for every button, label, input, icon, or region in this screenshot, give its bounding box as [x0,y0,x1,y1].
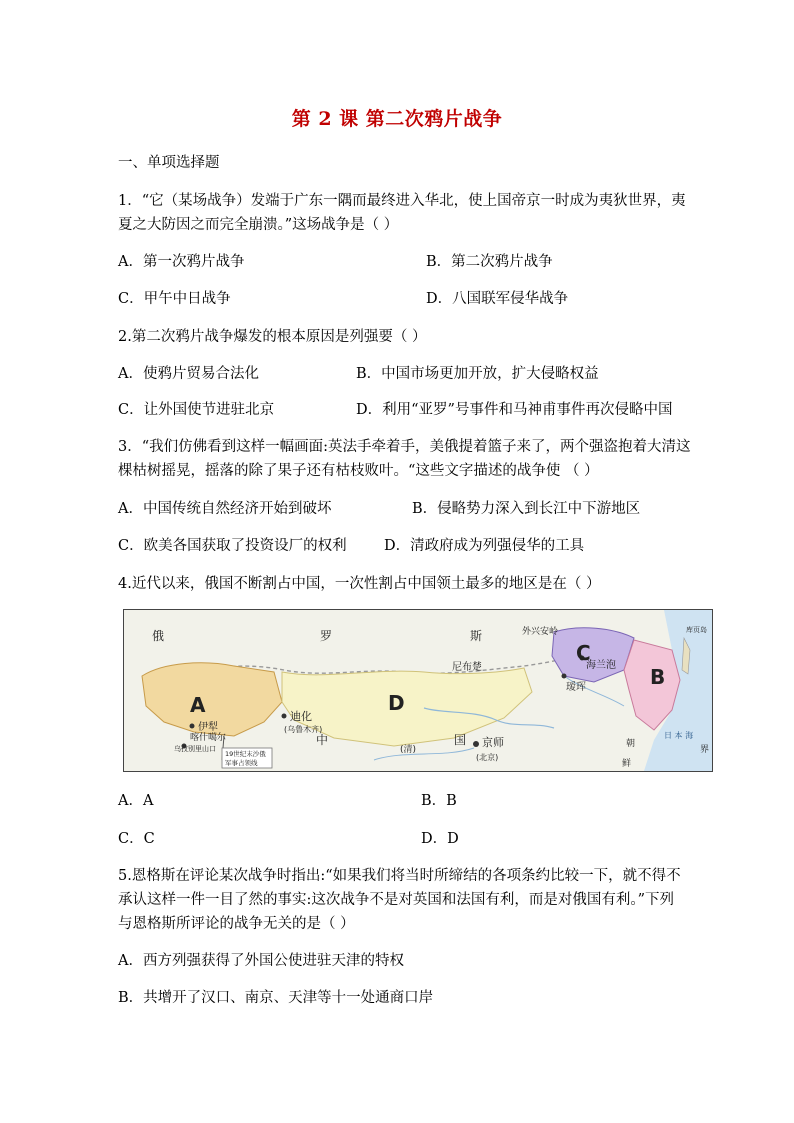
q2-option-b[interactable]: B．中国市场更加开放，扩大侵略权益 [356,366,599,382]
map-label-urumqi: (乌鲁木齐) [284,725,323,734]
q3-option-c[interactable]: C．欧美各国获取了投资设厂的权利 [118,538,347,554]
map-label-jingshi: 京师 [482,736,504,749]
map-label-jie: 界 [700,745,710,755]
q4-option-b[interactable]: B．B [421,793,457,809]
q5-text-line2: 承认这样一件一目了然的事实:这次战争不是对英国和法国有利，而是对俄国有利。”下列 [118,892,675,908]
historical-map [123,609,713,772]
map-label-russia-2: 罗 [320,629,333,643]
map-label-japan-sea: 日 本 海 [664,731,694,740]
q1-option-c[interactable]: C．甲午中日战争 [118,291,231,307]
map-label-kashgar-sub: 乌孜别里山口 [174,745,216,753]
map-label-russia-3: 斯 [470,629,483,643]
map-label-zhong: 中 [316,733,329,747]
q1-option-b[interactable]: B．第二次鸦片战争 [426,254,553,270]
q2-option-d[interactable]: D．利用“亚罗”号事件和马神甫事件再次侵略中国 [356,402,673,418]
map-label-yili: 伊犁 [198,722,218,733]
q4-option-d[interactable]: D．D [421,831,459,847]
map-label-aihui: 瑷珲 [566,682,586,693]
q1-option-a[interactable]: A．第一次鸦片战争 [118,254,245,270]
q5-text-line3: 与恩格斯所评论的战争无关的是（ ） [118,916,355,932]
q4-text-line1: 4.近代以来，俄国不断割占中国，一次性割占中国领土最多的地区是在（ ） [118,576,601,592]
q1-text-line1: 1．“它（某场战争）发端于广东一隅而最终进入华北，使上国帝京一时成为夷狄世界，夷 [118,193,686,209]
map-label-a: A [190,693,206,717]
q4-option-c[interactable]: C．C [118,831,155,847]
map-label-hailanpao: 海兰泡 [586,660,616,671]
map-label-russia-1: 俄 [152,629,165,643]
q3-option-b[interactable]: B．侵略势力深入到长江中下游地区 [412,501,641,517]
q1-text-line2: 夏之大防因之而完全崩溃。”这场战争是（ ） [118,217,399,233]
q1-option-d[interactable]: D．八国联军侵华战争 [426,291,569,307]
map-label-kashgar: 喀什噶尔 [190,733,227,743]
q2-option-a[interactable]: A．使鸦片贸易合法化 [118,366,259,382]
map-label-b: B [650,665,666,689]
map-label-dihua: 迪化 [290,710,312,723]
map-label-d: D [388,691,405,715]
map-label-guo: 国 [454,733,467,747]
q3-text-line1: 3．“我们仿佛看到这样一幅画面:英法手牵着手，美俄提着篮子来了，两个强盗抱着大清这 [118,439,691,455]
map-label-outer-xinganling: 外兴安岭 [522,627,559,637]
q2-text-line1: 2.第二次鸦片战争爆发的根本原因是列强要（ ） [118,329,427,345]
q3-option-d[interactable]: D．清政府成为列强侵华的工具 [384,538,585,554]
q5-option-b[interactable]: B．共增开了汉口、南京、天津等十一处通商口岸 [118,990,434,1006]
q5-text-line1: 5.恩格斯在评论某次战争时指出:“如果我们将当时所缔结的各项条约比较一下，就不得不 [118,868,681,884]
map-label-qing: (清) [400,745,417,755]
map-label-chao: 朝 [626,739,636,749]
q3-option-a[interactable]: A．中国传统自然经济开始到破坏 [118,501,332,517]
q3-text-line2: 棵枯树摇晃，摇落的除了果子还有枯枝败叶。“这些文字描述的战争使 （ ） [118,463,599,479]
map-label-nerchinsk: 尼布楚 [452,662,482,673]
q4-option-a[interactable]: A．A [118,793,154,809]
q5-option-a[interactable]: A．西方列强获得了外国公使进驻天津的特权 [118,953,404,969]
page-title: 第 2 课 第二次鸦片战争 [291,108,503,130]
map-label-island: 库页岛 [686,626,707,634]
section-heading: 一、单项选择题 [118,155,220,171]
map-note-line2: 军事占领线 [225,759,258,767]
map-label-beijing: (北京) [476,753,499,762]
map-label-xian: 鲜 [622,759,632,769]
q2-option-c[interactable]: C．让外国使节进驻北京 [118,402,275,418]
map-label-c: C [576,641,591,665]
map-note-line1: 19世纪末沙俄 [225,750,266,758]
